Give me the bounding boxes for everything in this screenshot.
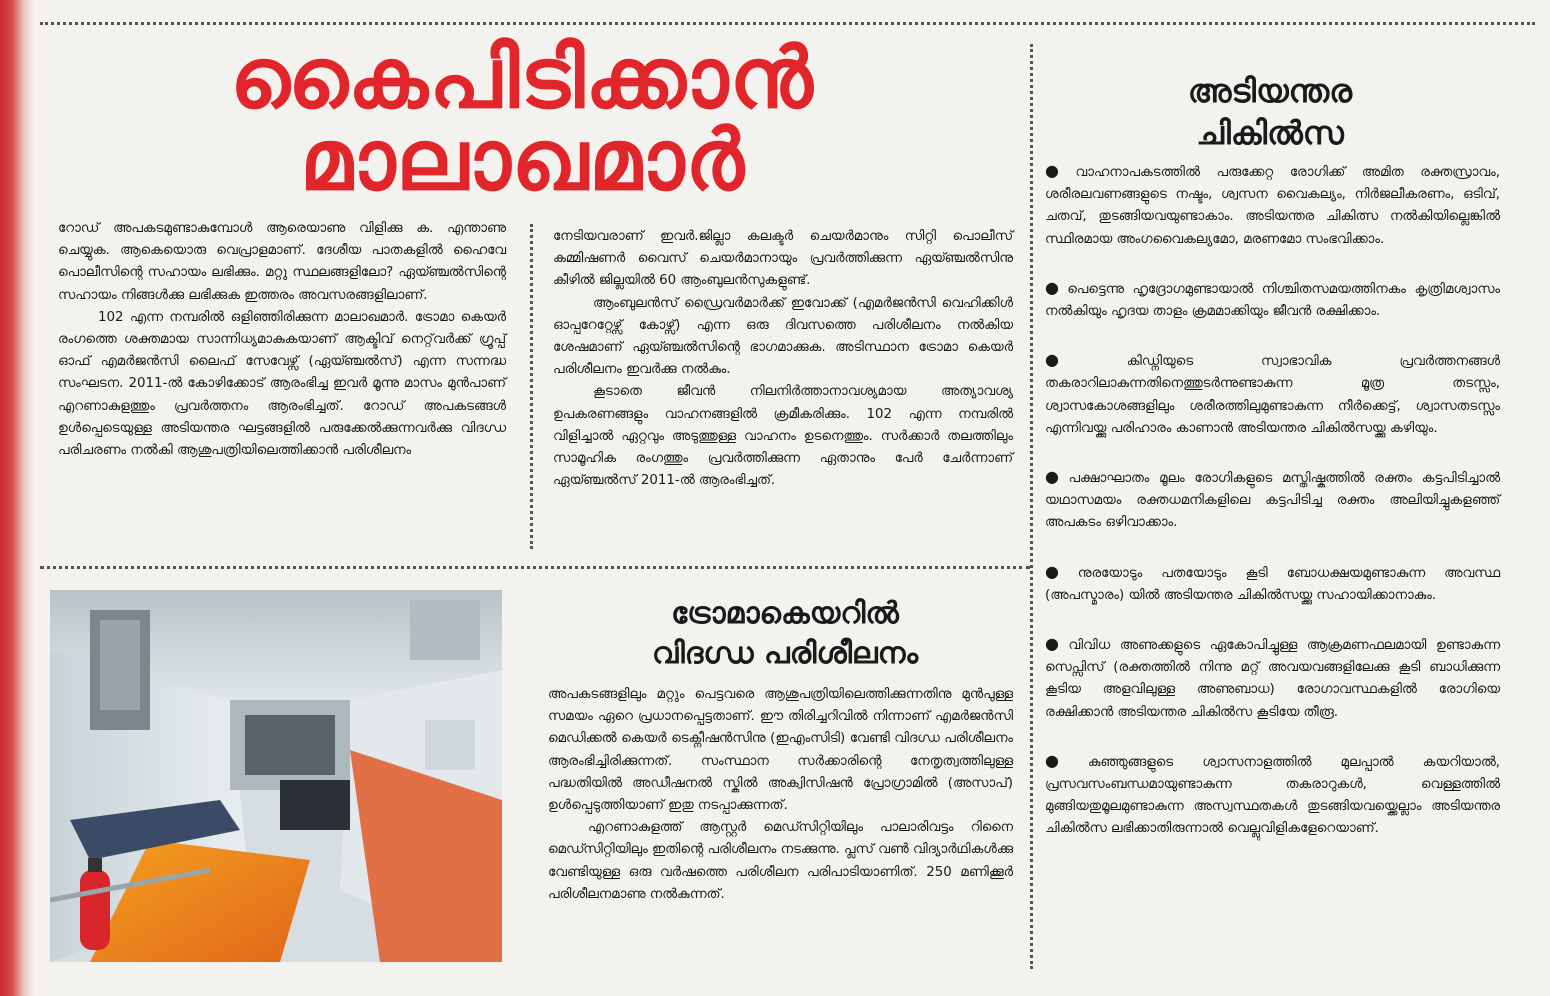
headline-line-1: കൈപിടിക്കാൻ bbox=[230, 29, 814, 127]
article-paragraph: ആംബുലൻസ് ഡ്രൈവർമാർക്ക് ഇവോക്ക് (എമർജൻസി വെഹിക്കിൾ ഓപ്പറേറ്റേഴ്സ് കോഴ്സ്) എന്ന ഒരു ദിവസത്തെ പരിശീലനം നൽകിയ ശേഷമാണ് ഏയ്ഞ്ചൽസിന്റെ ഭാഗമാക്കുക. അടിസ്ഥാന ട്രോമാ കെയർ പരിശീലനം ഇവർക്കു നൽകും. bbox=[553, 295, 1013, 378]
list-item bbox=[1045, 277, 1500, 323]
list-item bbox=[1045, 633, 1500, 724]
list-item bbox=[1045, 466, 1500, 535]
list-item-text: വിവിധ അണുക്കളുടെ ഏകോപിച്ചുള്ള ആക്രമണഫലമായി ഉണ്ടാകുന്ന സെപ്സിസ് (രക്തത്തിൽ നിന്നു മറ്റ് അവയവങ്ങളിലേക്കു കൂടി ബാധിക്കുന്ന കൂടിയ അളവിലുള്ള അണുബാധ) രോഗാവസ്ഥകളിൽ രോഗിയെ രക്ഷിക്കാൻ അടിയന്തര ചികിൽസ കൂടിയേ തീരൂ. bbox=[1045, 638, 1500, 720]
middle-dotted-rule bbox=[40, 566, 1030, 569]
bullet-icon: ● bbox=[1045, 467, 1065, 487]
red-page-edge bbox=[0, 0, 34, 996]
training-paragraph: എറണാകുളത്ത് ആസ്റ്റർ മെഡ്സിറ്റിയിലും പാലാരിവട്ടം റിനൈ മെഡ്സിറ്റിയിലും ഇതിന്റെ പരിശീലനം നടക്കുന്നു. പ്ലസ് വൺ വിദ്യാർഥികൾക്കു വേണ്ടിയുള്ള ഒരു വർഷത്തെ പരിശീലന പരിപാടിയാണിത്. 250 മണിക്കൂർ പരിശീലനമാണു നൽകുന്നത്. bbox=[548, 820, 1013, 902]
article-paragraph: നേടിയവരാണ് ഇവർ.ജില്ലാ കലക്ടർ ചെയർമാനും സിറ്റി പൊലീസ് കമ്മിഷണർ വൈസ് ചെയർമാനായും പ്രവർത്തിക്കുന്ന ഏയ്ഞ്ചൽസിനു കീഴിൽ ജില്ലയിൽ 60 ആംബുലൻസുകളുണ്ട്. bbox=[553, 229, 1013, 289]
article-paragraph: കൂടാതെ ജീവൻ നിലനിർത്താനാവശ്യമായ അത്യാവശ്യ ഉപകരണങ്ങളും വാഹനങ്ങളിൽ ക്രമീകരിക്കും. 102 എന്ന നമ്പരിൽ വിളിച്ചാൽ ഏറ്റവും അടുത്തുള്ള വാഹനം ഉടനെത്തും. സർക്കാർ തലത്തിലും സാമൂഹിക രംഗത്തും പ്രവർത്തിക്കുന്ന ഏതാനും പേർ ചേർന്നാണ് ഏയ്ഞ്ചൽസ് 2011-ൽ ആരംഭിച്ചത്. bbox=[553, 384, 1013, 489]
column-divider-left bbox=[530, 224, 533, 549]
emergency-care-list bbox=[1045, 160, 1500, 867]
list-item-text: വാഹനാപകടത്തിൽ പരുക്കേറ്റ രോഗിക്ക് അമിത രക്തസ്രാവം, ശരീരലവണങ്ങളുടെ നഷ്ടം, ശ്വസന വൈകല്യം, നിർജലീകരണം, ഒടിവ്, ചതവ്, തുടങ്ങിയവയുണ്ടാകാം. അടിയന്തര ചികിത്സ നൽകിയില്ലെങ്കിൽ സ്ഥിരമായ അംഗവൈകല്യമോ, മരണമോ സംഭവിക്കാം. bbox=[1045, 165, 1500, 247]
article-column-1 bbox=[58, 218, 506, 462]
list-item-text: കുഞ്ഞുങ്ങളുടെ ശ്വാസനാളത്തിൽ മുലപ്പാൽ കയറിയാൽ, പ്രസവസംബന്ധമായുണ്ടാകുന്ന തകരാറുകൾ, വെള്ളത്തിൽ മുങ്ങിയതുമൂലമുണ്ടാകുന്ന അസ്വസ്ഥതകൾ തുടങ്ങിയവയ്ക്കെല്ലാം അടിയന്തര ചികിൽസ ലഭിക്കാതിരുന്നാൽ വെല്ലുവിളികളേറെയാണ്. bbox=[1045, 754, 1500, 837]
bullet-icon: ● bbox=[1045, 277, 1064, 297]
list-item-text: നുരയോടും പതയോടും കൂടി ബോധക്ഷയമുണ്ടാകുന്ന അവസ്ഥ (അപസ്മാരം) യിൽ അടിയന്തര ചികിൽസയ്ക്കു സഹായിക്കാനാകും. bbox=[1045, 565, 1500, 603]
article-paragraph: റോഡ് അപകടമുണ്ടാകുമ്പോൾ ആരെയാണു വിളിക്കു ക. എന്താണു ചെയ്യുക. ആകെയൊരു വെപ്രാളമാണ്. ദേശീയ പാതകളിൽ ഹൈവേ പൊലീസിന്റെ സഹായം ലഭിക്കും. മറ്റു സ്ഥലങ്ങളിലോ? ഏയ്ഞ്ചൽസിന്റെ സഹായം നിങ്ങൾക്കു ലഭിക്കുക ഇത്തരം അവസരങ്ങളിലാണ്. bbox=[58, 221, 506, 303]
training-paragraph: അപകടങ്ങളിലും മറ്റും പെട്ടവരെ ആശുപത്രിയിലെത്തിക്കുന്നതിനു മുൻപുള്ള സമയം ഏറെ പ്രധാനപ്പെട്ടതാണ്. ഈ തിരിച്ചറിവിൽ നിന്നാണ് എമർജൻസി മെഡിക്കൽ കെയർ ടെക്നീഷൻസിനു (ഇഎംസിടി) വേണ്ടി വിദഗ്ധ പരിശീലനം ആരംഭിച്ചിരിക്കുന്നത്. സംസ്ഥാന സർക്കാരിന്റെ നേതൃത്വത്തിലുള്ള പദ്ധതിയിൽ അഡീഷനൽ സ്കിൽ അക്വിസിഷൻ പ്രോഗ്രാമിൽ (അസാപ്) ഉൾപ്പെടുത്തിയാണ് ഇതു നടപ്പാക്കുന്നത്. bbox=[548, 687, 1013, 814]
list-item-text: പെട്ടെന്നു ഹൃദ്രോഗമുണ്ടായാൽ നിശ്ചിതസമയത്തിനകം കൃത്രിമശ്വാസം നൽകിയും ഹൃദയ താളം ക്രമമാക്കിയും ജീവൻ രക്ഷിക്കാം. bbox=[1045, 281, 1501, 320]
top-dotted-rule bbox=[40, 22, 1535, 25]
training-column bbox=[548, 684, 1013, 906]
bullet-icon: ● bbox=[1045, 161, 1072, 180]
list-item bbox=[1045, 160, 1500, 251]
list-item-text: പക്ഷാഘാതം മൂലം രോഗികളുടെ മസ്തിഷ്കത്തിൽ രക്തം കട്ടപിടിച്ചാൽ യഥാസമയം രക്തധമനികളിലെ കട്ടപിടിച്ച രക്തം അലിയിച്ചുകളഞ്ഞ് അപകടം ഒഴിവാക്കാം. bbox=[1045, 471, 1500, 531]
sub-heading-line-2: വിദഗ്ധ പരിശീലനം bbox=[651, 636, 919, 671]
bullet-icon: ● bbox=[1045, 634, 1065, 654]
column-divider-right bbox=[1030, 44, 1033, 969]
list-item bbox=[1045, 561, 1500, 607]
list-item bbox=[1045, 349, 1500, 440]
headline-line-2: മാലാഖമാർ bbox=[300, 111, 746, 209]
article-paragraph: 102 എന്ന നമ്പരിൽ ഒളിഞ്ഞിരിക്കുന്ന മാലാഖമാർ. ട്രോമാ കെയർ രംഗത്തെ ശക്തമായ സാന്നിധ്യമാകുകയാണ് ആക്ടിവ് നെറ്റ്‌വർക്ക് ഗ്രൂപ്പ് ഓഫ് എമർജൻസി ലൈഫ് സേവേഴ്സ് (ഏയ്ഞ്ചൽസ്) എന്ന സന്നദ്ധ സംഘടന. 2011-ൽ കോഴിക്കോട് ആരംഭിച്ച ഇവർ മൂന്നു മാസം മുൻപാണ് എറണാകുളത്തും പ്രവർത്തനം ആരംഭിച്ചത്. റോഡ് അപകടങ്ങൾ ഉൾപ്പെടെയുള്ള അടിയന്തര ഘട്ടങ്ങളിൽ പരുക്കേൽക്കുന്നവർക്കു വിദഗ്ധ പരിചരണം നൽകി ആശുപത്രിയിലെത്തിക്കാൻ പരിശീലനം bbox=[58, 309, 506, 459]
ambulance-interior-photo bbox=[50, 590, 502, 962]
list-item bbox=[1045, 750, 1500, 841]
bullet-icon: ● bbox=[1045, 350, 1123, 370]
sidebar-heading-line-1: അടിയന്തര bbox=[1187, 72, 1353, 110]
list-item-text: കിഡ്നിയുടെ സ്വാഭാവിക പ്രവർത്തനങ്ങൾ തകരാറിലാകുന്നതിനെത്തുടർന്നുണ്ടാകുന്ന മൂത്ര തടസ്സം, ശ്വാസകോശങ്ങളിലും ശരീരത്തിലുമുണ്ടാകുന്ന നീർക്കെട്ട്, ശ്വാസതടസ്സം എന്നിവയ്ക്കു പരിഹാരം കാണാൻ അടിയന്തര ചികിൽസയ്ക്കു കഴിയും. bbox=[1045, 354, 1500, 436]
bullet-icon: ● bbox=[1045, 750, 1084, 770]
bullet-icon: ● bbox=[1045, 561, 1074, 581]
sub-heading-line-1: ട്രോമാകെയറിൽ bbox=[671, 596, 899, 631]
sidebar-heading-line-2: ചികിൽസ bbox=[1196, 114, 1344, 152]
article-column-2 bbox=[553, 226, 1013, 492]
